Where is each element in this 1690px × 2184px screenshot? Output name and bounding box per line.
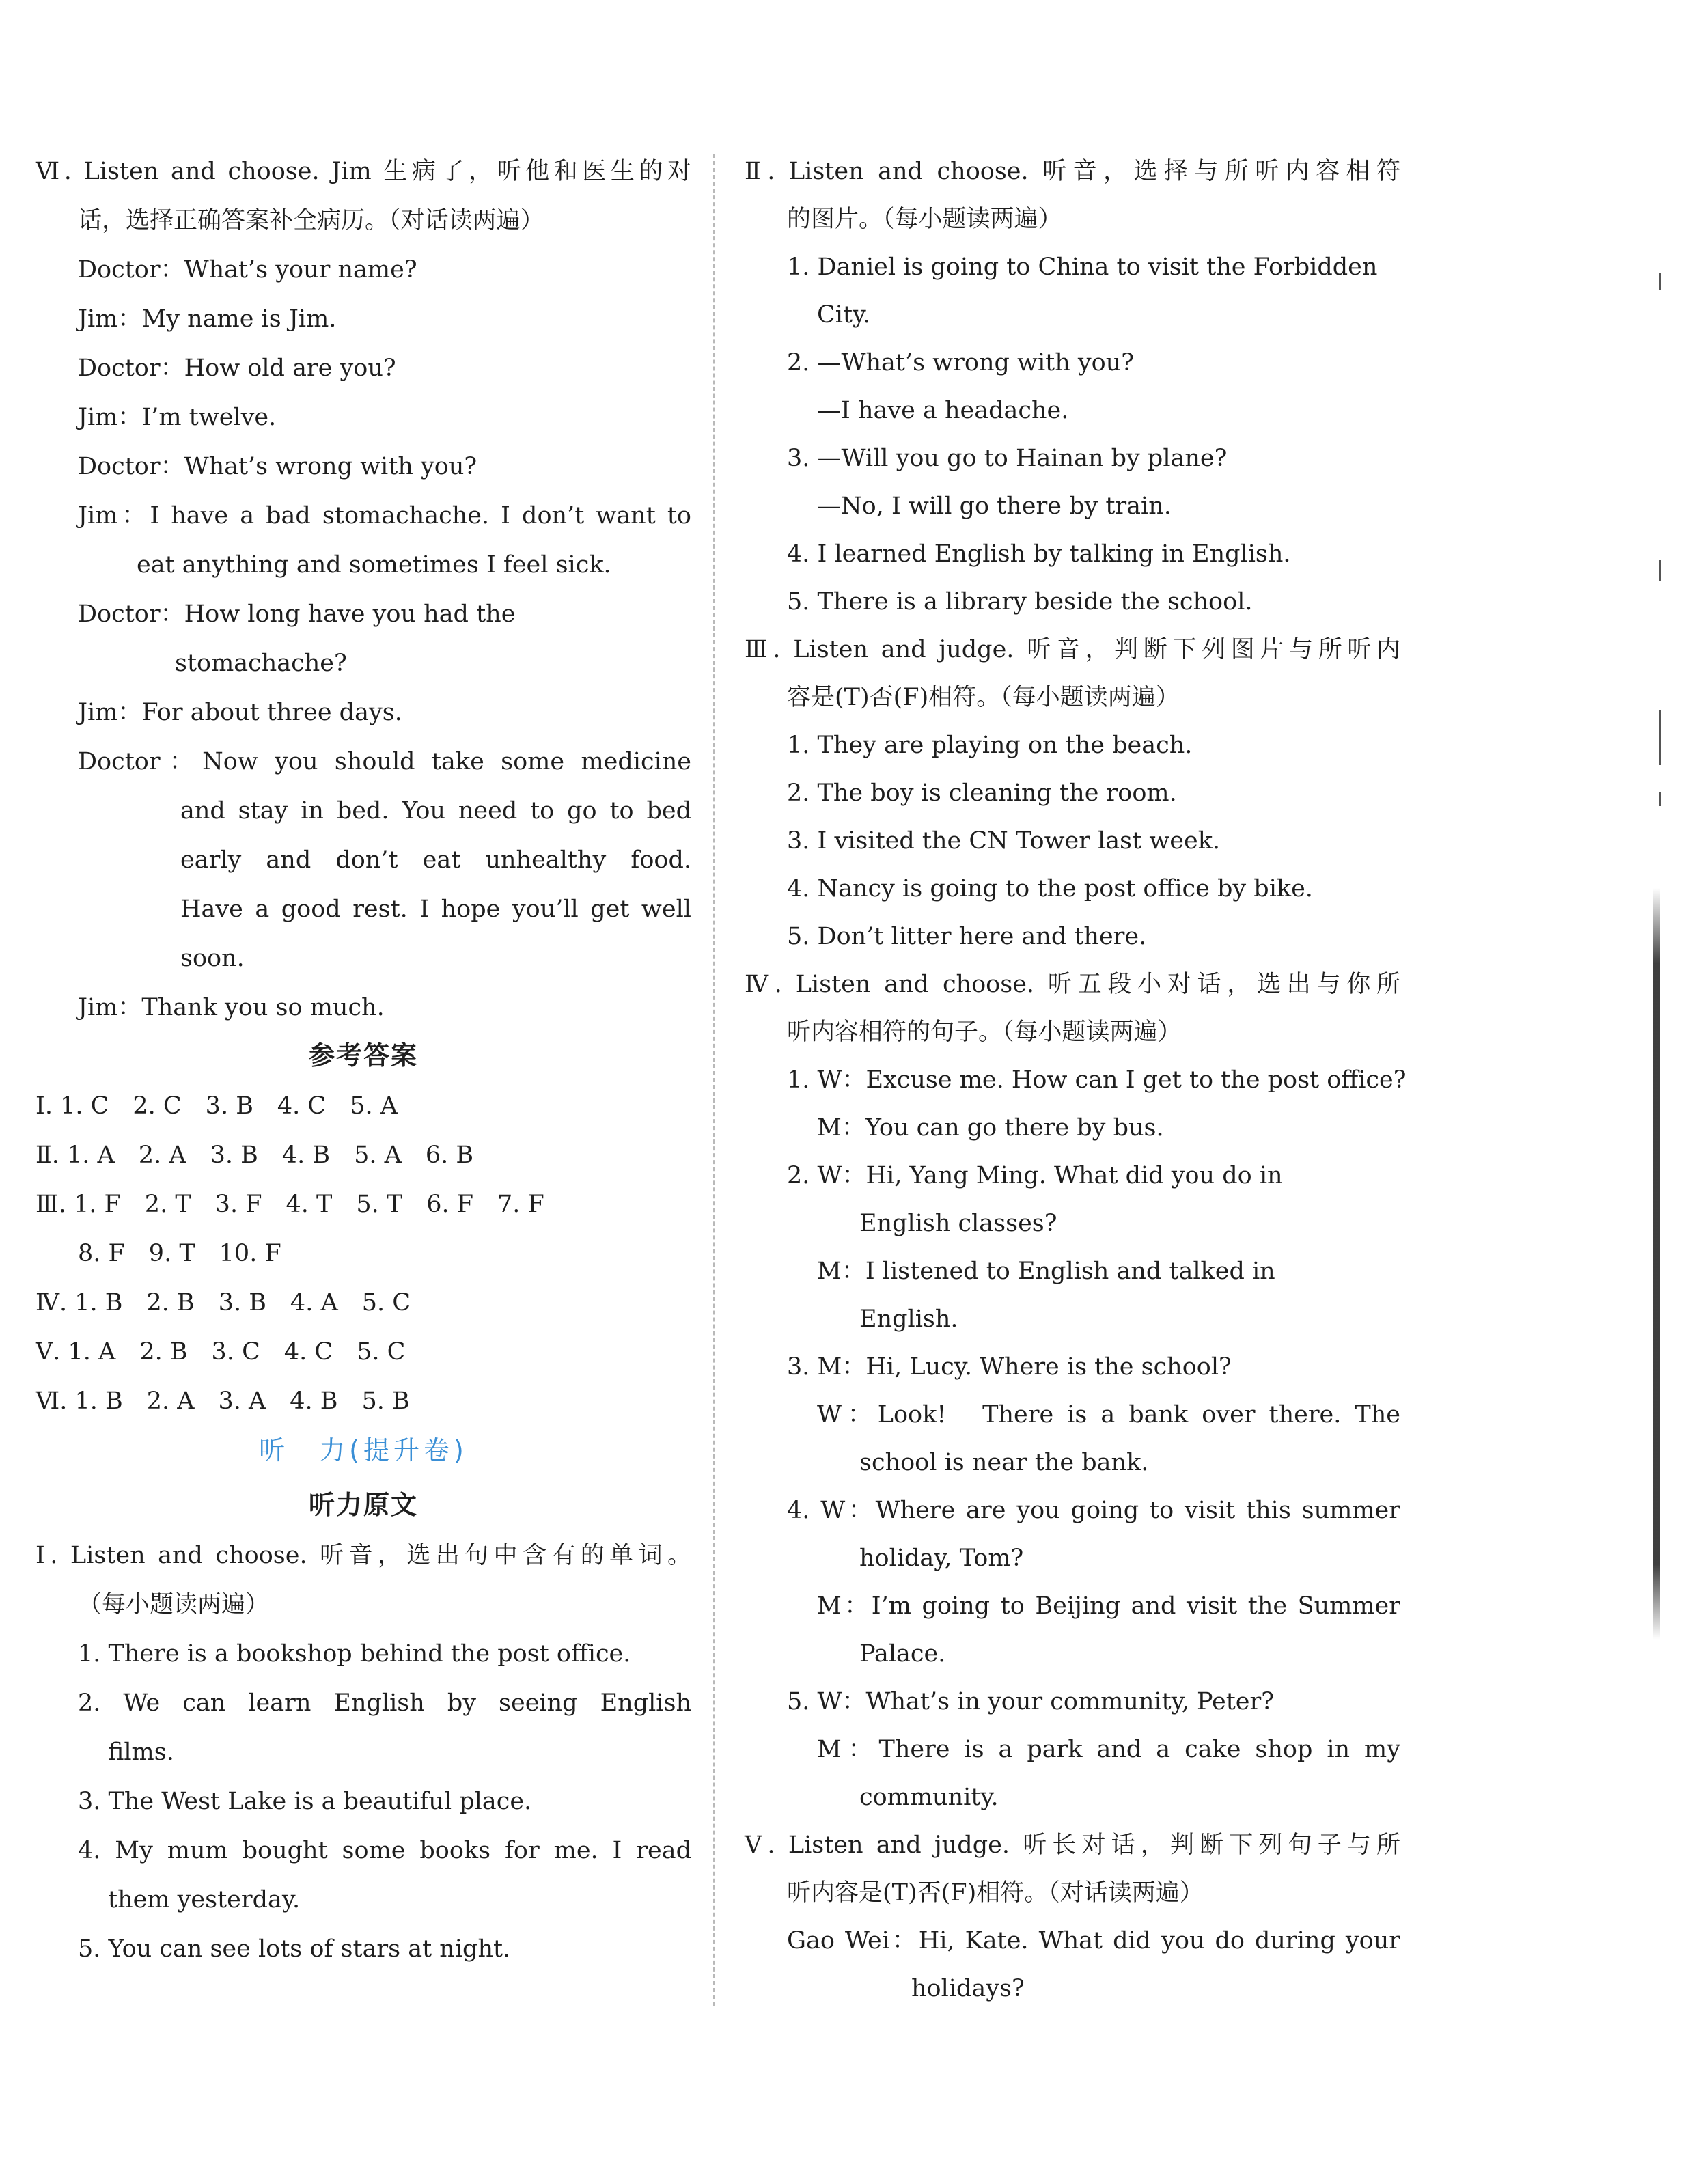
section-3-heading-cont: 容是(T)否(F)相符。（每小题读两遍）	[787, 684, 1180, 711]
dialogue-line: Jim：I’m twelve.	[78, 404, 277, 431]
dialogue-line: Doctor：How old are you?	[78, 355, 396, 382]
section-6-heading-cont: 话，选择正确答案补全病历。（对话读两遍）	[78, 207, 544, 234]
question-line: 5. You can see lots of stars at night.	[78, 1935, 511, 1963]
dialogue-line: Jim：I have a bad stomachache. I don’t want to	[78, 502, 691, 529]
part-title	[36, 1432, 691, 1469]
answer-row: Ⅵ. 1. B 2. A 3. A 4. B 5. B	[36, 1387, 410, 1415]
question-line: 2. —What’s wrong with you?	[787, 349, 1135, 376]
dialogue-line: English classes?	[859, 1210, 1057, 1237]
answer-row: Ⅲ. 1. F 2. T 3. F 4. T 5. T 6. F 7. F	[36, 1191, 544, 1218]
dialogue-line: M：I’m going to Beijing and visit the Summer	[817, 1592, 1400, 1620]
question-line: 1. Daniel is going to China to visit the Forbidden	[787, 253, 1378, 281]
dialogue-line: soon.	[180, 945, 245, 972]
part-title-sub: (提升卷)	[349, 1435, 468, 1465]
dialogue-line: W：Look! There is a bank over there. The	[817, 1401, 1400, 1428]
dialogue-line: eat anything and sometimes I feel sick.	[137, 551, 611, 579]
scan-mark	[1659, 792, 1661, 806]
dialogue-line: 1. W：Excuse me. How can I get to the post office?	[787, 1066, 1407, 1094]
dialogue-line: Have a good rest. I hope you’ll get well	[180, 896, 691, 923]
question-line: 1. There is a bookshop behind the post office.	[78, 1640, 631, 1668]
question-line: 3. I visited the CN Tower last week.	[787, 827, 1221, 855]
scan-mark	[1659, 560, 1661, 581]
dialogue-line: Doctor：What’s your name?	[78, 256, 417, 284]
dialogue-line: M：There is a park and a cake shop in my	[817, 1736, 1400, 1763]
dialogue-line: 5. W：What’s in your community, Peter?	[787, 1688, 1274, 1715]
answers-title: 参考答案	[308, 1040, 418, 1070]
part-title-main: 听 力	[259, 1435, 350, 1465]
answer-row: Ⅰ. 1. C 2. C 3. B 4. C 5. A	[36, 1092, 398, 1120]
question-line: 3. —Will you go to Hainan by plane?	[787, 445, 1228, 472]
dialogue-line: holiday, Tom?	[859, 1545, 1024, 1572]
question-line: City.	[817, 301, 871, 329]
section-5-heading-cont: 听内容是(T)否(F)相符。（对话读两遍）	[787, 1879, 1204, 1907]
dialogue-line: community.	[859, 1784, 999, 1811]
dialogue-line: Doctor：How long have you had the	[78, 600, 516, 628]
scan-mark	[1659, 273, 1661, 290]
section-3-heading: Ⅲ. Listen and judge. 听音，判断下列图片与所听内	[745, 636, 1400, 663]
dialogue-line: 3. M：Hi, Lucy. Where is the school?	[787, 1353, 1232, 1381]
question-line: films.	[108, 1739, 174, 1766]
question-line: 2. The boy is cleaning the room.	[787, 779, 1177, 807]
dialogue-line: Palace.	[859, 1640, 946, 1668]
dialogue-line: 4. W：Where are you going to visit this summer	[787, 1497, 1400, 1524]
dialogue-line: 2. W：Hi, Yang Ming. What did you do in	[787, 1162, 1283, 1189]
scan-mark	[1659, 710, 1661, 765]
dialogue-line: and stay in bed. You need to go to bed	[180, 797, 691, 825]
question-line: 1. They are playing on the beach.	[787, 732, 1193, 759]
dialogue-line: M：I listened to English and talked in	[817, 1258, 1275, 1285]
answer-row: 8. F 9. T 10. F	[78, 1240, 281, 1267]
answer-row: Ⅱ. 1. A 2. A 3. B 4. B 5. A 6. B	[36, 1142, 474, 1169]
question-line: 5. There is a library beside the school.	[787, 588, 1253, 616]
question-line: —I have a headache.	[817, 397, 1069, 424]
section-2-heading: Ⅱ. Listen and choose. 听音，选择与所听内容相符	[745, 158, 1400, 185]
section-1-heading: Ⅰ. Listen and choose. 听音，选出句中含有的单词。	[36, 1542, 691, 1569]
question-line: 5. Don’t litter here and there.	[787, 923, 1147, 950]
section-4-heading: Ⅳ. Listen and choose. 听五段小对话，选出与你所	[745, 971, 1400, 998]
section-5-heading: Ⅴ. Listen and judge. 听长对话，判断下列句子与所	[745, 1831, 1400, 1859]
question-line: 4. My mum bought some books for me. I read	[78, 1837, 691, 1864]
question-line: 4. I learned English by talking in English.	[787, 540, 1291, 568]
dialogue-line: stomachache?	[175, 650, 347, 677]
question-line: them yesterday.	[108, 1886, 301, 1913]
dialogue-line: Gao Wei：Hi, Kate. What did you do during your	[787, 1927, 1400, 1954]
dialogue-line: Jim：My name is Jim.	[78, 305, 337, 333]
section-1-heading-cont: （每小题读两遍）	[78, 1591, 270, 1618]
dialogue-line: M：You can go there by bus.	[817, 1114, 1164, 1142]
dialogue-line: Doctor：Now you should take some medicine	[78, 748, 691, 775]
section-4-heading-cont: 听内容相符的句子。（每小题读两遍）	[787, 1019, 1182, 1046]
section-6-heading: Ⅵ. Listen and choose. Jim 生病了，听他和医生的对	[36, 158, 691, 185]
dialogue-line: Jim：For about three days.	[78, 699, 402, 726]
transcript-title: 听力原文	[308, 1490, 418, 1520]
question-line: 2. We can learn English by seeing English	[78, 1689, 691, 1717]
dialogue-line: English.	[859, 1305, 958, 1333]
question-line: —No, I will go there by train.	[817, 493, 1172, 520]
dialogue-line: Doctor：What’s wrong with you?	[78, 453, 477, 480]
dialogue-line: Jim：Thank you so much.	[78, 994, 385, 1021]
section-2-heading-cont: 的图片。（每小题读两遍）	[787, 206, 1062, 233]
dialogue-line: holidays?	[911, 1975, 1025, 2002]
scan-edge-shadow	[1653, 888, 1660, 1640]
answer-row: Ⅳ. 1. B 2. B 3. B 4. A 5. C	[36, 1289, 411, 1316]
question-line: 4. Nancy is going to the post office by bike.	[787, 875, 1313, 902]
dialogue-line: early and don’t eat unhealthy food.	[180, 846, 691, 874]
column-divider	[713, 154, 715, 2006]
answer-row: Ⅴ. 1. A 2. B 3. C 4. C 5. C	[36, 1338, 406, 1366]
dialogue-line: school is near the bank.	[859, 1449, 1149, 1476]
question-line: 3. The West Lake is a beautiful place.	[78, 1788, 532, 1815]
